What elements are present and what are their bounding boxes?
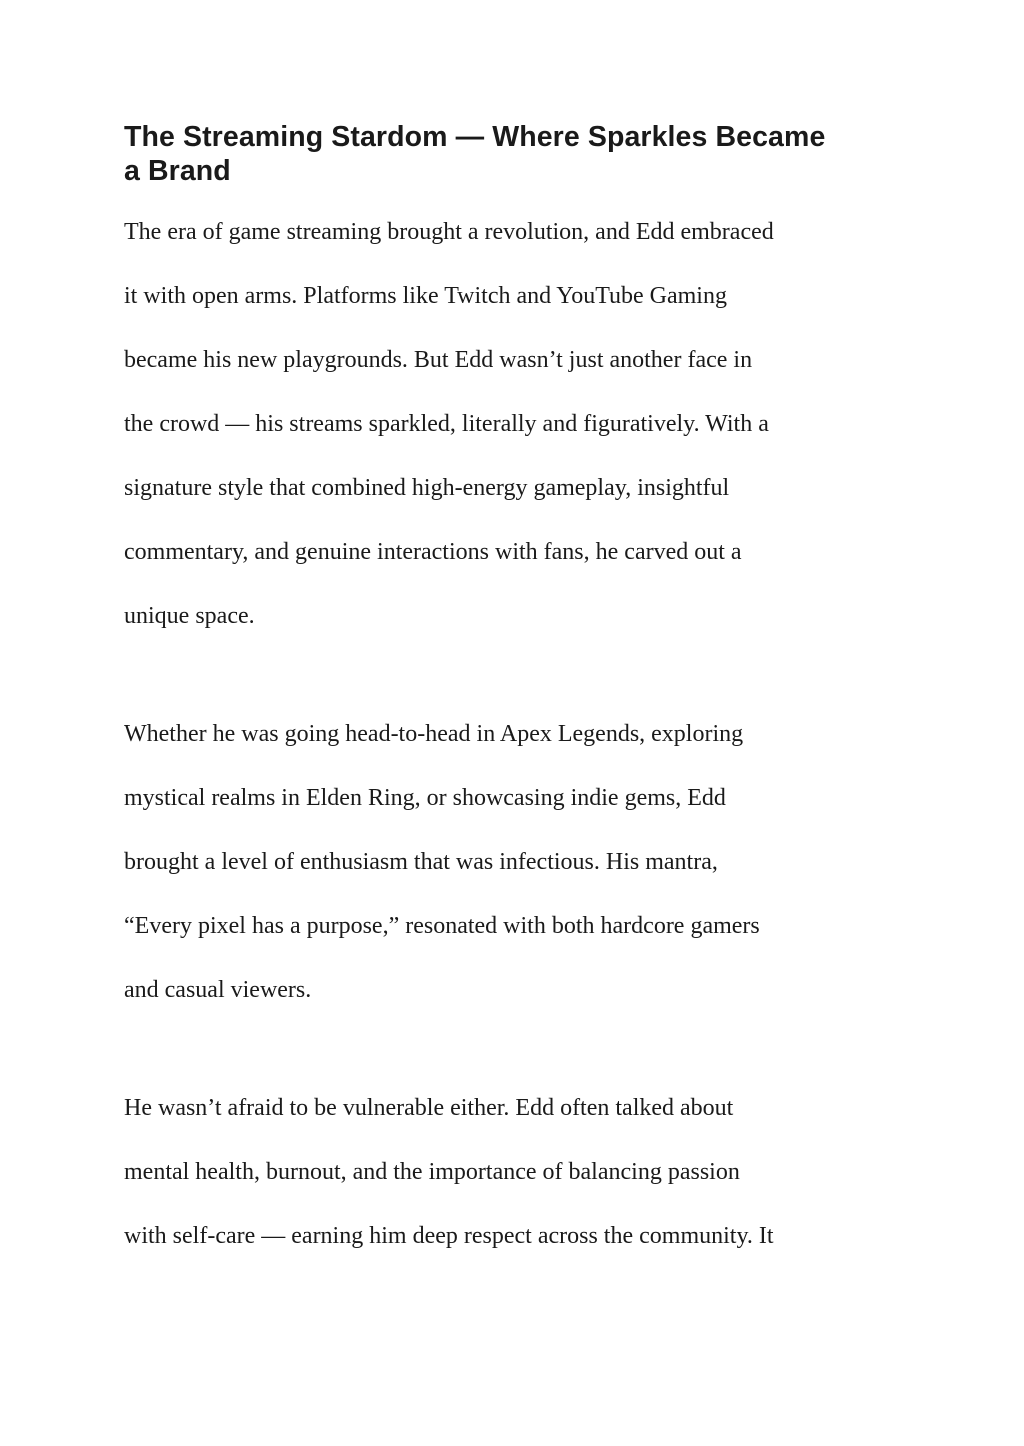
paragraph-line: brought a level of enthusiasm that was infectious. His mantra, bbox=[124, 849, 718, 875]
document-page bbox=[124, 120, 914, 1268]
paragraph-enthusiasm bbox=[124, 702, 914, 1022]
paragraph-line: it with open arms. Platforms like Twitch and YouTube Gaming bbox=[124, 283, 727, 309]
paragraph-vulnerability bbox=[124, 1076, 914, 1268]
heading-line: The Streaming Stardom — Where Sparkles Became bbox=[124, 121, 826, 153]
heading-line: a Brand bbox=[124, 155, 231, 187]
paragraph-line: He wasn’t afraid to be vulnerable either. Edd often talked about bbox=[124, 1095, 734, 1121]
paragraph-line: with self-care — earning him deep respect across the community. It bbox=[124, 1223, 774, 1249]
paragraph-line: mental health, burnout, and the importance of balancing passion bbox=[124, 1159, 740, 1185]
paragraph-line: commentary, and genuine interactions with fans, he carved out a bbox=[124, 539, 742, 565]
paragraph-line: became his new playgrounds. But Edd wasn’t just another face in bbox=[124, 347, 753, 373]
paragraph-line: unique space. bbox=[124, 603, 255, 629]
paragraph-line: the crowd — his streams sparkled, literally and figuratively. With a bbox=[124, 411, 769, 437]
paragraph-line: signature style that combined high-energy gameplay, insightful bbox=[124, 475, 730, 501]
paragraph-streaming-era bbox=[124, 200, 914, 648]
paragraph-line: The era of game streaming brought a revolution, and Edd embraced bbox=[124, 219, 774, 245]
paragraph-line: and casual viewers. bbox=[124, 977, 312, 1003]
paragraph-line: “Every pixel has a purpose,” resonated with both hardcore gamers bbox=[124, 913, 760, 939]
paragraph-line: Whether he was going head-to-head in Apex Legends, exploring bbox=[124, 721, 744, 747]
paragraph-line: mystical realms in Elden Ring, or showcasing indie gems, Edd bbox=[124, 785, 726, 811]
section-heading bbox=[124, 120, 914, 188]
